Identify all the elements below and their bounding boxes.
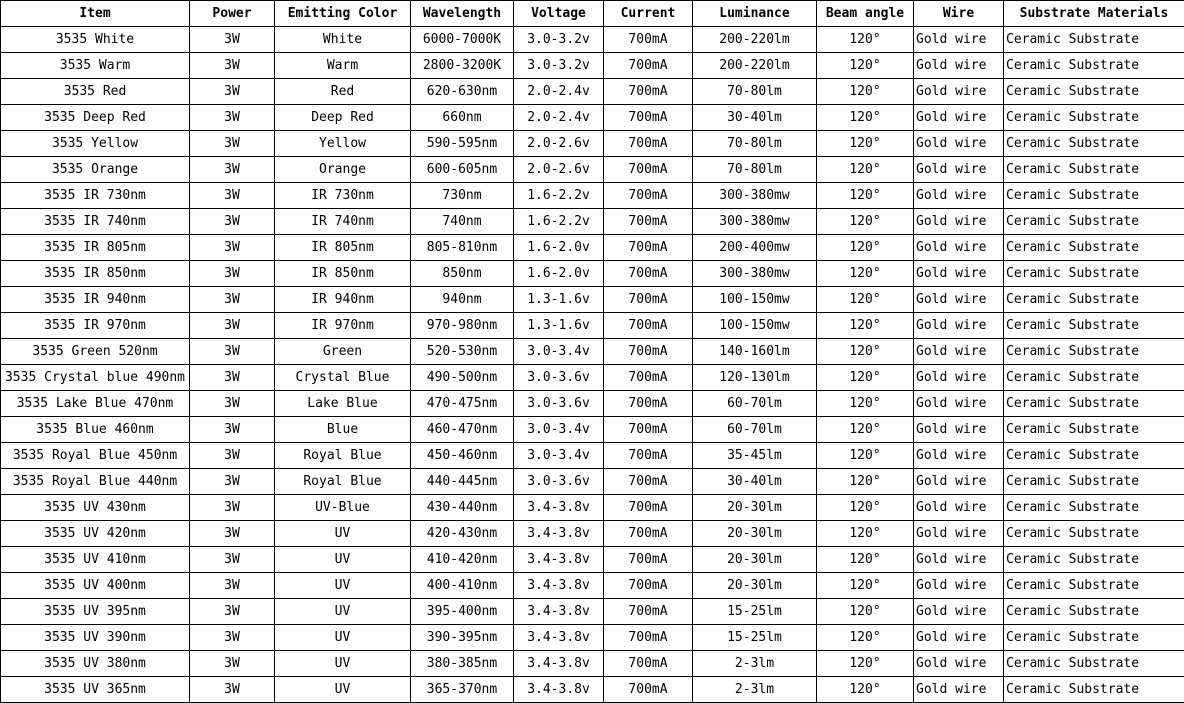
cell-emitting-color: Green (275, 339, 411, 365)
cell-voltage: 3.4-3.8v (514, 547, 604, 573)
cell-emitting-color: Deep Red (275, 105, 411, 131)
table-row (1, 339, 1184, 365)
cell-item: 3535 White (1, 27, 190, 53)
cell-wire: Gold wire (914, 391, 1004, 417)
table-row (1, 443, 1184, 469)
cell-current: 700mA (604, 625, 693, 651)
table-row (1, 573, 1184, 599)
header-beam-angle: Beam angle (817, 1, 914, 27)
cell-voltage: 2.0-2.6v (514, 131, 604, 157)
cell-item: 3535 IR 850nm (1, 261, 190, 287)
cell-beam-angle: 120° (817, 157, 914, 183)
cell-wire: Gold wire (914, 287, 1004, 313)
cell-beam-angle: 120° (817, 625, 914, 651)
cell-current: 700mA (604, 53, 693, 79)
cell-wavelength: 600-605nm (411, 157, 514, 183)
cell-power: 3W (190, 495, 275, 521)
table-body (1, 27, 1184, 703)
cell-beam-angle: 120° (817, 495, 914, 521)
cell-current: 700mA (604, 651, 693, 677)
cell-current: 700mA (604, 261, 693, 287)
cell-substrate-materials: Ceramic Substrate (1004, 313, 1184, 339)
cell-wavelength: 365-370nm (411, 677, 514, 703)
cell-voltage: 1.3-1.6v (514, 313, 604, 339)
cell-beam-angle: 120° (817, 599, 914, 625)
cell-wire: Gold wire (914, 105, 1004, 131)
cell-voltage: 3.0-3.6v (514, 469, 604, 495)
cell-beam-angle: 120° (817, 209, 914, 235)
cell-power: 3W (190, 53, 275, 79)
cell-luminance: 100-150mw (693, 313, 817, 339)
cell-voltage: 2.0-2.4v (514, 105, 604, 131)
cell-luminance: 100-150mw (693, 287, 817, 313)
cell-power: 3W (190, 677, 275, 703)
cell-current: 700mA (604, 365, 693, 391)
cell-power: 3W (190, 469, 275, 495)
cell-power: 3W (190, 573, 275, 599)
cell-item: 3535 IR 730nm (1, 183, 190, 209)
cell-power: 3W (190, 157, 275, 183)
cell-substrate-materials: Ceramic Substrate (1004, 599, 1184, 625)
cell-item: 3535 Royal Blue 450nm (1, 443, 190, 469)
cell-luminance: 300-380mw (693, 209, 817, 235)
header-substrate-materials: Substrate Materials (1004, 1, 1184, 27)
cell-luminance: 30-40lm (693, 469, 817, 495)
cell-wire: Gold wire (914, 625, 1004, 651)
cell-power: 3W (190, 599, 275, 625)
cell-item: 3535 Blue 460nm (1, 417, 190, 443)
cell-beam-angle: 120° (817, 365, 914, 391)
cell-wavelength: 440-445nm (411, 469, 514, 495)
cell-power: 3W (190, 391, 275, 417)
header-wavelength: Wavelength (411, 1, 514, 27)
cell-wire: Gold wire (914, 313, 1004, 339)
cell-wire: Gold wire (914, 157, 1004, 183)
cell-wavelength: 430-440nm (411, 495, 514, 521)
cell-voltage: 3.0-3.6v (514, 391, 604, 417)
cell-wire: Gold wire (914, 443, 1004, 469)
cell-emitting-color: UV (275, 547, 411, 573)
table-row (1, 417, 1184, 443)
cell-substrate-materials: Ceramic Substrate (1004, 287, 1184, 313)
cell-item: 3535 Green 520nm (1, 339, 190, 365)
header-voltage: Voltage (514, 1, 604, 27)
cell-wavelength: 400-410nm (411, 573, 514, 599)
cell-substrate-materials: Ceramic Substrate (1004, 131, 1184, 157)
cell-emitting-color: IR 850nm (275, 261, 411, 287)
cell-voltage: 3.0-3.2v (514, 53, 604, 79)
table-row (1, 599, 1184, 625)
table-row (1, 209, 1184, 235)
cell-wire: Gold wire (914, 651, 1004, 677)
cell-emitting-color: Orange (275, 157, 411, 183)
cell-beam-angle: 120° (817, 573, 914, 599)
cell-beam-angle: 120° (817, 677, 914, 703)
cell-luminance: 35-45lm (693, 443, 817, 469)
cell-emitting-color: Yellow (275, 131, 411, 157)
cell-current: 700mA (604, 391, 693, 417)
cell-substrate-materials: Ceramic Substrate (1004, 105, 1184, 131)
cell-wire: Gold wire (914, 469, 1004, 495)
cell-power: 3W (190, 209, 275, 235)
cell-substrate-materials: Ceramic Substrate (1004, 547, 1184, 573)
cell-item: 3535 Red (1, 79, 190, 105)
cell-voltage: 2.0-2.4v (514, 79, 604, 105)
cell-current: 700mA (604, 235, 693, 261)
cell-current: 700mA (604, 547, 693, 573)
cell-wire: Gold wire (914, 365, 1004, 391)
cell-current: 700mA (604, 599, 693, 625)
cell-beam-angle: 120° (817, 339, 914, 365)
table-row (1, 677, 1184, 703)
table-row (1, 131, 1184, 157)
cell-luminance: 200-220lm (693, 27, 817, 53)
cell-voltage: 1.6-2.0v (514, 261, 604, 287)
cell-wire: Gold wire (914, 521, 1004, 547)
cell-current: 700mA (604, 339, 693, 365)
cell-voltage: 3.0-3.2v (514, 27, 604, 53)
cell-item: 3535 Warm (1, 53, 190, 79)
table-row (1, 157, 1184, 183)
cell-emitting-color: Blue (275, 417, 411, 443)
cell-current: 700mA (604, 287, 693, 313)
cell-emitting-color: UV (275, 625, 411, 651)
cell-luminance: 120-130lm (693, 365, 817, 391)
cell-current: 700mA (604, 27, 693, 53)
cell-wire: Gold wire (914, 131, 1004, 157)
cell-luminance: 20-30lm (693, 573, 817, 599)
cell-substrate-materials: Ceramic Substrate (1004, 469, 1184, 495)
cell-emitting-color: UV (275, 573, 411, 599)
cell-wire: Gold wire (914, 599, 1004, 625)
cell-substrate-materials: Ceramic Substrate (1004, 521, 1184, 547)
cell-current: 700mA (604, 209, 693, 235)
cell-voltage: 3.0-3.4v (514, 443, 604, 469)
cell-beam-angle: 120° (817, 235, 914, 261)
cell-wire: Gold wire (914, 677, 1004, 703)
cell-luminance: 70-80lm (693, 79, 817, 105)
table-row (1, 261, 1184, 287)
table-row (1, 365, 1184, 391)
cell-beam-angle: 120° (817, 313, 914, 339)
header-wire: Wire (914, 1, 1004, 27)
cell-substrate-materials: Ceramic Substrate (1004, 53, 1184, 79)
cell-wavelength: 410-420nm (411, 547, 514, 573)
cell-luminance: 20-30lm (693, 547, 817, 573)
cell-emitting-color: UV (275, 599, 411, 625)
cell-emitting-color: Red (275, 79, 411, 105)
cell-item: 3535 Deep Red (1, 105, 190, 131)
cell-power: 3W (190, 261, 275, 287)
cell-wire: Gold wire (914, 209, 1004, 235)
cell-wavelength: 730nm (411, 183, 514, 209)
cell-current: 700mA (604, 183, 693, 209)
cell-substrate-materials: Ceramic Substrate (1004, 261, 1184, 287)
cell-item: 3535 UV 420nm (1, 521, 190, 547)
cell-wire: Gold wire (914, 183, 1004, 209)
cell-item: 3535 UV 365nm (1, 677, 190, 703)
cell-power: 3W (190, 625, 275, 651)
cell-emitting-color: White (275, 27, 411, 53)
table-row (1, 105, 1184, 131)
table-row (1, 651, 1184, 677)
cell-emitting-color: IR 970nm (275, 313, 411, 339)
cell-wavelength: 470-475nm (411, 391, 514, 417)
cell-luminance: 140-160lm (693, 339, 817, 365)
cell-wavelength: 390-395nm (411, 625, 514, 651)
cell-substrate-materials: Ceramic Substrate (1004, 157, 1184, 183)
cell-current: 700mA (604, 677, 693, 703)
cell-luminance: 300-380mw (693, 183, 817, 209)
cell-power: 3W (190, 547, 275, 573)
cell-substrate-materials: Ceramic Substrate (1004, 339, 1184, 365)
cell-item: 3535 Lake Blue 470nm (1, 391, 190, 417)
header-power: Power (190, 1, 275, 27)
cell-current: 700mA (604, 313, 693, 339)
cell-wire: Gold wire (914, 261, 1004, 287)
cell-wavelength: 970-980nm (411, 313, 514, 339)
cell-substrate-materials: Ceramic Substrate (1004, 651, 1184, 677)
cell-luminance: 2-3lm (693, 651, 817, 677)
cell-voltage: 3.0-3.4v (514, 339, 604, 365)
cell-emitting-color: UV (275, 651, 411, 677)
header-row (1, 1, 1184, 27)
table-row (1, 27, 1184, 53)
cell-item: 3535 UV 380nm (1, 651, 190, 677)
cell-power: 3W (190, 27, 275, 53)
cell-substrate-materials: Ceramic Substrate (1004, 677, 1184, 703)
cell-item: 3535 UV 390nm (1, 625, 190, 651)
cell-luminance: 70-80lm (693, 131, 817, 157)
cell-luminance: 60-70lm (693, 417, 817, 443)
cell-voltage: 3.4-3.8v (514, 495, 604, 521)
cell-emitting-color: UV (275, 521, 411, 547)
cell-item: 3535 IR 940nm (1, 287, 190, 313)
cell-power: 3W (190, 521, 275, 547)
cell-current: 700mA (604, 157, 693, 183)
cell-beam-angle: 120° (817, 547, 914, 573)
cell-current: 700mA (604, 521, 693, 547)
cell-wire: Gold wire (914, 339, 1004, 365)
cell-substrate-materials: Ceramic Substrate (1004, 417, 1184, 443)
table-row (1, 79, 1184, 105)
cell-wavelength: 805-810nm (411, 235, 514, 261)
cell-wire: Gold wire (914, 573, 1004, 599)
cell-wavelength: 520-530nm (411, 339, 514, 365)
cell-luminance: 300-380mw (693, 261, 817, 287)
cell-substrate-materials: Ceramic Substrate (1004, 183, 1184, 209)
cell-wavelength: 660nm (411, 105, 514, 131)
cell-item: 3535 IR 970nm (1, 313, 190, 339)
cell-wavelength: 490-500nm (411, 365, 514, 391)
cell-voltage: 2.0-2.6v (514, 157, 604, 183)
cell-wavelength: 380-385nm (411, 651, 514, 677)
table-row (1, 495, 1184, 521)
cell-beam-angle: 120° (817, 261, 914, 287)
cell-emitting-color: UV-Blue (275, 495, 411, 521)
cell-wavelength: 620-630nm (411, 79, 514, 105)
cell-voltage: 3.0-3.6v (514, 365, 604, 391)
cell-item: 3535 Yellow (1, 131, 190, 157)
table-row (1, 469, 1184, 495)
cell-power: 3W (190, 287, 275, 313)
cell-item: 3535 UV 410nm (1, 547, 190, 573)
cell-substrate-materials: Ceramic Substrate (1004, 495, 1184, 521)
cell-wire: Gold wire (914, 27, 1004, 53)
cell-power: 3W (190, 417, 275, 443)
cell-emitting-color: Royal Blue (275, 469, 411, 495)
cell-power: 3W (190, 79, 275, 105)
cell-luminance: 30-40lm (693, 105, 817, 131)
cell-current: 700mA (604, 131, 693, 157)
cell-wire: Gold wire (914, 235, 1004, 261)
cell-power: 3W (190, 443, 275, 469)
cell-beam-angle: 120° (817, 131, 914, 157)
cell-luminance: 15-25lm (693, 625, 817, 651)
header-luminance: Luminance (693, 1, 817, 27)
cell-luminance: 60-70lm (693, 391, 817, 417)
cell-voltage: 3.4-3.8v (514, 573, 604, 599)
cell-item: 3535 IR 740nm (1, 209, 190, 235)
cell-wavelength: 2800-3200K (411, 53, 514, 79)
cell-emitting-color: IR 730nm (275, 183, 411, 209)
cell-wavelength: 590-595nm (411, 131, 514, 157)
cell-luminance: 20-30lm (693, 521, 817, 547)
table-row (1, 183, 1184, 209)
cell-beam-angle: 120° (817, 105, 914, 131)
cell-emitting-color: IR 740nm (275, 209, 411, 235)
cell-voltage: 1.6-2.2v (514, 209, 604, 235)
cell-beam-angle: 120° (817, 53, 914, 79)
cell-wire: Gold wire (914, 417, 1004, 443)
cell-substrate-materials: Ceramic Substrate (1004, 573, 1184, 599)
cell-substrate-materials: Ceramic Substrate (1004, 27, 1184, 53)
cell-emitting-color: Crystal Blue (275, 365, 411, 391)
cell-current: 700mA (604, 105, 693, 131)
cell-wavelength: 850nm (411, 261, 514, 287)
cell-power: 3W (190, 651, 275, 677)
cell-beam-angle: 120° (817, 417, 914, 443)
table-row (1, 287, 1184, 313)
cell-substrate-materials: Ceramic Substrate (1004, 625, 1184, 651)
table-row (1, 53, 1184, 79)
cell-emitting-color: Lake Blue (275, 391, 411, 417)
cell-substrate-materials: Ceramic Substrate (1004, 443, 1184, 469)
cell-power: 3W (190, 105, 275, 131)
cell-current: 700mA (604, 443, 693, 469)
cell-voltage: 1.6-2.0v (514, 235, 604, 261)
cell-substrate-materials: Ceramic Substrate (1004, 79, 1184, 105)
cell-power: 3W (190, 235, 275, 261)
cell-wire: Gold wire (914, 547, 1004, 573)
cell-beam-angle: 120° (817, 79, 914, 105)
table-row (1, 235, 1184, 261)
table-row (1, 521, 1184, 547)
cell-voltage: 3.4-3.8v (514, 651, 604, 677)
cell-power: 3W (190, 183, 275, 209)
cell-item: 3535 UV 395nm (1, 599, 190, 625)
cell-emitting-color: IR 940nm (275, 287, 411, 313)
cell-wavelength: 395-400nm (411, 599, 514, 625)
cell-beam-angle: 120° (817, 183, 914, 209)
cell-emitting-color: IR 805nm (275, 235, 411, 261)
cell-wavelength: 420-430nm (411, 521, 514, 547)
cell-current: 700mA (604, 495, 693, 521)
table-row (1, 625, 1184, 651)
cell-substrate-materials: Ceramic Substrate (1004, 235, 1184, 261)
cell-item: 3535 UV 400nm (1, 573, 190, 599)
cell-power: 3W (190, 339, 275, 365)
cell-beam-angle: 120° (817, 27, 914, 53)
cell-voltage: 3.4-3.8v (514, 599, 604, 625)
cell-item: 3535 Orange (1, 157, 190, 183)
cell-item: 3535 UV 430nm (1, 495, 190, 521)
cell-voltage: 3.0-3.4v (514, 417, 604, 443)
header-emitting-color: Emitting Color (275, 1, 411, 27)
cell-current: 700mA (604, 417, 693, 443)
cell-voltage: 3.4-3.8v (514, 521, 604, 547)
cell-power: 3W (190, 313, 275, 339)
cell-item: 3535 IR 805nm (1, 235, 190, 261)
cell-luminance: 200-220lm (693, 53, 817, 79)
cell-voltage: 1.6-2.2v (514, 183, 604, 209)
cell-current: 700mA (604, 573, 693, 599)
cell-power: 3W (190, 131, 275, 157)
cell-luminance: 2-3lm (693, 677, 817, 703)
cell-luminance: 15-25lm (693, 599, 817, 625)
cell-luminance: 20-30lm (693, 495, 817, 521)
cell-emitting-color: UV (275, 677, 411, 703)
table-row (1, 391, 1184, 417)
header-current: Current (604, 1, 693, 27)
cell-item: 3535 Royal Blue 440nm (1, 469, 190, 495)
cell-luminance: 70-80lm (693, 157, 817, 183)
cell-wire: Gold wire (914, 495, 1004, 521)
cell-beam-angle: 120° (817, 287, 914, 313)
cell-wavelength: 6000-7000K (411, 27, 514, 53)
cell-beam-angle: 120° (817, 391, 914, 417)
cell-beam-angle: 120° (817, 651, 914, 677)
cell-voltage: 1.3-1.6v (514, 287, 604, 313)
cell-substrate-materials: Ceramic Substrate (1004, 365, 1184, 391)
cell-current: 700mA (604, 79, 693, 105)
cell-wavelength: 460-470nm (411, 417, 514, 443)
cell-beam-angle: 120° (817, 521, 914, 547)
cell-wavelength: 450-460nm (411, 443, 514, 469)
table-row (1, 313, 1184, 339)
cell-item: 3535 Crystal blue 490nm (1, 365, 190, 391)
cell-power: 3W (190, 365, 275, 391)
header-item: Item (1, 1, 190, 27)
cell-voltage: 3.4-3.8v (514, 625, 604, 651)
cell-emitting-color: Royal Blue (275, 443, 411, 469)
cell-wire: Gold wire (914, 53, 1004, 79)
cell-luminance: 200-400mw (693, 235, 817, 261)
cell-beam-angle: 120° (817, 443, 914, 469)
cell-voltage: 3.4-3.8v (514, 677, 604, 703)
table-row (1, 547, 1184, 573)
cell-emitting-color: Warm (275, 53, 411, 79)
cell-substrate-materials: Ceramic Substrate (1004, 391, 1184, 417)
cell-wavelength: 940nm (411, 287, 514, 313)
cell-wire: Gold wire (914, 79, 1004, 105)
cell-current: 700mA (604, 469, 693, 495)
cell-wavelength: 740nm (411, 209, 514, 235)
cell-substrate-materials: Ceramic Substrate (1004, 209, 1184, 235)
cell-beam-angle: 120° (817, 469, 914, 495)
